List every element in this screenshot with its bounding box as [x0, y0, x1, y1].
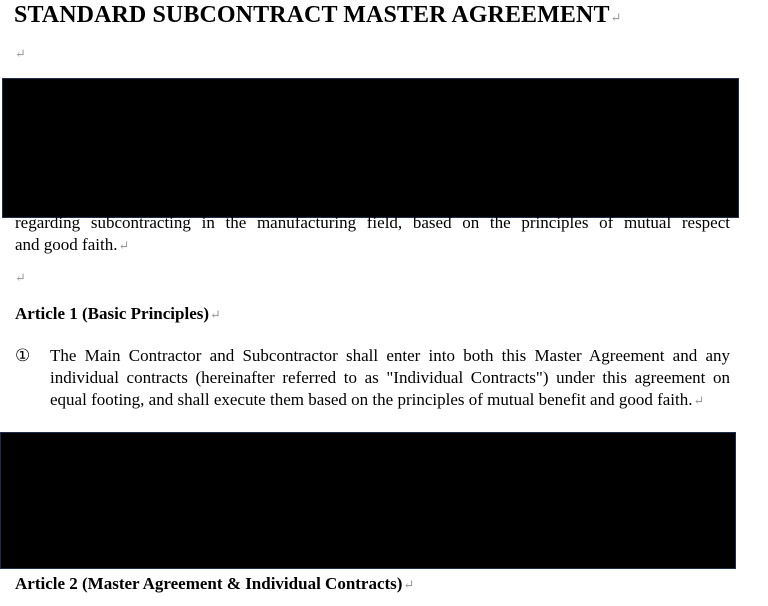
paragraph-mark-icon: ↵ [118, 238, 130, 253]
article-1-item-1-text [50, 345, 730, 412]
intro-text-end-text: and good faith. [15, 235, 118, 254]
empty-paragraph-mark-icon: ↵ [15, 46, 26, 61]
paragraph-mark-icon: ↵ [403, 577, 415, 592]
item-text: The Main Contractor and Subcontractor shall enter into both this Master Agreement and any individual contracts (hereinafter referred to as "Individual Contracts") under this agreement on equal footing, and shall execute them based on the principles of mutual benefit and good faith. [50, 346, 730, 409]
intro-text-end [15, 234, 129, 257]
redaction-block [2, 78, 739, 218]
document-title [14, 2, 622, 29]
article-heading-text: Article 2 (Master Agreement & Individual Contracts) [15, 574, 403, 593]
article-2-heading [15, 574, 414, 594]
paragraph-mark-icon: ↵ [210, 307, 221, 322]
article-1-heading [15, 304, 221, 324]
article-heading-text: Article 1 (Basic Principles) [15, 304, 210, 323]
redaction-block [0, 432, 736, 569]
paragraph-mark-icon: ↵ [693, 393, 705, 408]
title-text: STANDARD SUBCONTRACT MASTER AGREEMENT [14, 2, 610, 28]
empty-paragraph-mark-icon: ↵ [15, 270, 26, 285]
item-number-circled-1: ① [15, 346, 31, 365]
intro-text-line: regarding subcontracting in the manufacturing field, based on the principles of mutual respect [15, 213, 730, 232]
paragraph-mark-icon: ↵ [610, 10, 622, 25]
